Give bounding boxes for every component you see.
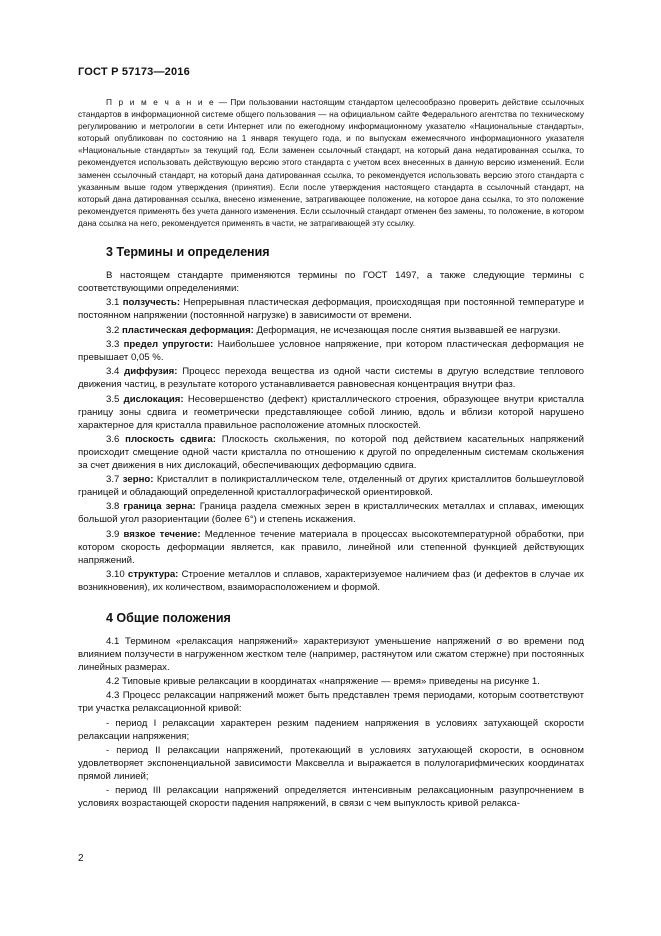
term-definition <box>78 501 584 527</box>
term-name: граница зерна: <box>123 501 196 513</box>
term-text: Процесс перехода вещества из одной части системы в другую вследствие теплового движения частиц, в результате которого устанавливается равновесная концентрация внутри фаз. <box>78 366 585 391</box>
term-text: Непрерывная пластическая деформация, происходящая при постоянной температуре и постоянном напряжении (постоянной нагрузке) в зависимости от времени. <box>78 297 585 322</box>
term-number: 3.2 <box>106 324 120 336</box>
term-definition <box>78 297 584 323</box>
reference-note <box>78 96 584 229</box>
term-definition <box>78 325 584 338</box>
section-4-paragraph: - период II релаксации напряжений, протекающий в условиях затухающей скорости, в основном удовлетворяет экспоненциальной зависимости Максвелла и выражается в полулогарифмических координатах прямой линией; <box>78 745 584 782</box>
term-definition <box>78 366 584 392</box>
term-number: 3.1 <box>106 297 120 309</box>
page-content <box>78 96 584 813</box>
term-name: пластическая деформация: <box>122 324 254 336</box>
section-4-paragraph: - период I релаксации характерен резким падением напряжения в условиях затухающей скорости релаксации напряжения; <box>78 717 584 742</box>
term-name: вязкое течение: <box>123 528 201 540</box>
term-number: 3.6 <box>106 433 120 445</box>
term-definition <box>78 569 584 595</box>
term-definition <box>78 434 584 473</box>
term-text: Строение металлов и сплавов, характеризуемое наличием фаз (и дефектов в случае их возникновения), их количеством, взаиморасположением и формой. <box>78 568 584 593</box>
page-number: 2 <box>78 853 84 864</box>
term-definition <box>78 339 584 365</box>
term-number: 3.7 <box>106 474 120 486</box>
term-definition <box>78 394 584 433</box>
term-definition <box>78 474 584 500</box>
section-4-body <box>78 636 584 811</box>
section-4-paragraph: 4.1 Термином «релаксация напряжений» характеризуют уменьшение напряжений σ во времени под влиянием ползучести в нагруженном жестком теле (например, растянутом или сжатом стержне) при постоянных линейных размерах. <box>78 635 584 673</box>
section-3-heading: 3 Термины и определения <box>106 245 270 260</box>
term-number: 3.9 <box>106 528 120 540</box>
term-name: плоскость сдвига: <box>125 433 216 445</box>
term-name: диффузия: <box>124 366 178 378</box>
term-name: зерно: <box>122 474 154 486</box>
term-name: предел упругости: <box>123 339 214 351</box>
section-4-paragraph: 4.3 Процесс релаксации напряжений может быть представлен тремя периодами, которым соответствуют три участка релаксационной кривой: <box>78 690 584 715</box>
term-number: 3.8 <box>106 501 120 513</box>
term-name: ползучесть: <box>122 297 181 309</box>
term-definition <box>78 529 584 568</box>
document-code-header: ГОСТ Р 57173—2016 <box>78 66 190 78</box>
term-number: 3.5 <box>106 393 120 405</box>
term-text: Кристаллит в поликристаллическом теле, отделенный от других кристаллитов большеугловой границей и обладающий определенной кристаллографической ориентировкой. <box>78 474 584 499</box>
terms-list <box>78 297 584 594</box>
note-label: П р и м е ч а н и е <box>106 97 216 107</box>
term-text: Несовершенство (дефект) кристаллического строения, образующее внутри кристалла границу зоны сдвига и геометрически представляющее собой линию, вдоль и вблизи которой нарушено характерное для кристалла правильное расположение атомных плоскостей. <box>78 393 585 431</box>
term-text: Граница раздела смежных зерен в кристаллических металлах и сплавах, имеющих большой угол разориентации (более 6°) и степень искажения. <box>78 501 584 526</box>
term-name: дислокация: <box>123 393 184 405</box>
term-text: Наибольшее условное напряжение, при котором пластическая деформация не превышает 0,05 %. <box>78 339 585 363</box>
term-number: 3.4 <box>106 366 120 378</box>
term-number: 3.10 <box>106 568 125 580</box>
section-4-heading: 4 Общие положения <box>106 610 231 625</box>
term-name: структура: <box>127 568 179 580</box>
term-text: Плоскость скольжения, по которой под действием касательных напряжений происходит смещение одной части кристалла по отношению к другой по определенным системам скольжения за счет движения в них дислокаций, обеспечивающих деформацию сдвига. <box>78 433 584 471</box>
section-3-intro: В настоящем стандарте применяются термины по ГОСТ 1497, а также следующие термины с соответствующими определениями: <box>78 270 584 294</box>
term-text: Деформация, не исчезающая после снятия вызвавшей ее нагрузки. <box>253 324 561 336</box>
term-text: Медленное течение материала в процессах высокотемпературной обработки, при котором скорость деформации является, как правило, линейной или степенной функцией действующих напряжений. <box>78 528 584 566</box>
section-4-paragraph: - период III релаксации напряжений определяется интенсивным релаксационным разупрочнением в условиях возрастающей скорости падения напряжений, в связи с чем выпуклость кривой релакса- <box>78 785 584 810</box>
section-4-paragraph: 4.2 Типовые кривые релаксации в координатах «напряжение — время» приведены на рисунке 1. <box>106 676 540 687</box>
note-text: — При пользовании настоящим стандартом целесообразно проверить действие ссылочных стандартов в информационной системе общего пользования — на официальном сайте Федерального агентства по техническому регулированию и метрологии в сети Интернет или по ежегодному информационному указателю «Национальные стандарты», который опубликован по состоянию на 1 января текущего года, и по выпускам ежемесячного информационного указателя «Национальные стандарты» за текущий год. Если заменен ссылочный стандарт, на который дана недатированная ссылка, то рекомендуется использовать действующую версию этого стандарта с учетом всех внесенных в данную версию изменений. Если заменен ссылочный стандарт, на который дана датированная ссылка, то рекомендуется использовать версию этого стандарта с указанным выше годом утверждения (принятия). Если после утверждения настоящего стандарта в ссылочный стандарт, на который дана датированная ссылка, внесено изменение, затрагивающее положение, на которое дана ссылка, то это положение рекомендуется применять без учета данного изменения. Если ссылочный стандарт отменен без замены, то положение, в котором дана ссылка на него, рекомендуется применять в части, не затрагивающей эту ссылку. <box>78 97 584 228</box>
term-number: 3.3 <box>106 339 120 351</box>
